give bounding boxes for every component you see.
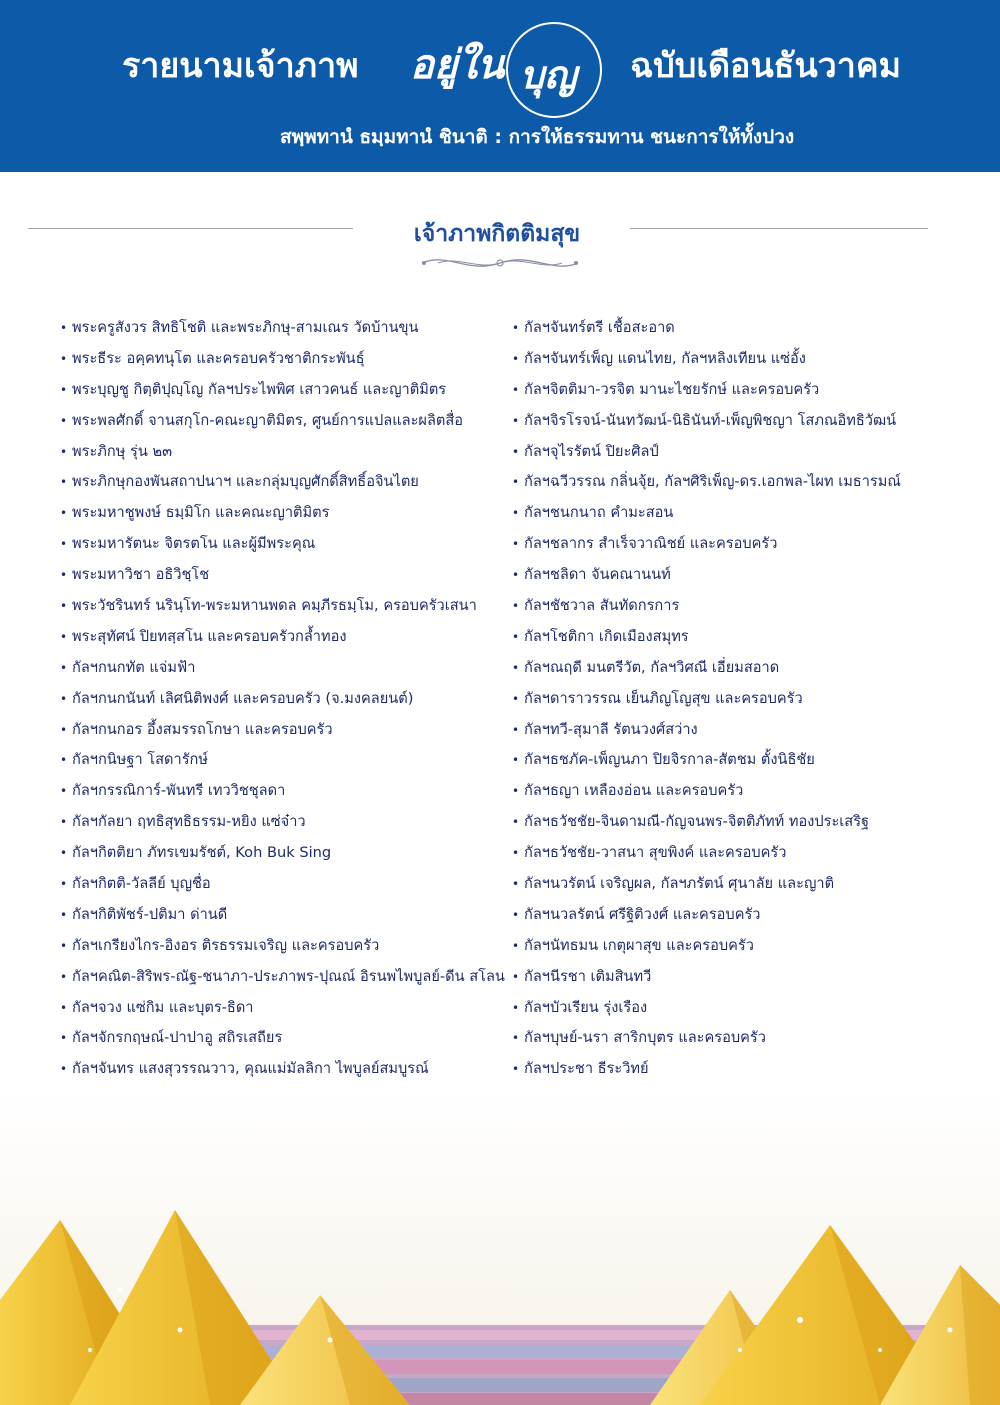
donor-name-item [60,869,505,900]
donor-name-item [512,869,982,900]
bullet-icon: • [60,475,68,490]
donor-name-item [512,745,982,776]
donor-name-item [60,993,505,1024]
donor-name-item [60,1054,505,1085]
donor-name-item [60,313,505,344]
bullet-icon: • [512,722,520,737]
donor-name-item [60,653,505,684]
donor-name-text: กัลฯธวัชชัย-จินดามณี-กัญจนพร-จิตติภัทท์ ทองประเสริฐ [524,813,870,831]
donor-name-text: กัลฯโชติกา เกิดเมืองสมุทร [524,627,689,645]
bullet-icon: • [60,413,68,428]
bullet-icon: • [512,475,520,490]
donor-name-item [60,375,505,406]
donor-name-item [512,375,982,406]
donor-name-item [512,962,982,993]
bullet-icon: • [512,691,520,706]
donor-name-item [60,622,505,653]
donor-name-text: พระภิกษุ รุ่น ๒๓ [72,442,173,460]
donor-name-text: กัลฯจุไรรัตน์ ปิยะศิลป์ [524,442,659,460]
donor-name-text: กัลฯนีรชา เติมสินทวี [524,967,652,985]
header-subtitle: สพฺพทานํ ธมฺมทานํ ชินาติ : การให้ธรรมทาน ชนะการให้ทั้งปวง [280,126,795,148]
donor-name-text: กัลฯกัลยา ฤทธิสุทธิธรรม-หยิง แซ่จ๋าว [72,813,306,831]
donor-name-text: กัลฯนัทธมน เกตุผาสุข และครอบครัว [524,936,754,954]
bullet-icon: • [60,1000,68,1015]
donor-name-text: กัลฯประชา ธีระวิทย์ [524,1060,649,1078]
donor-name-item [60,437,505,468]
donor-name-text: กัลฯจิตติมา-วรจิต มานะไชยรักษ์ และครอบครัว [524,380,820,398]
donor-name-text: พระมหาชูพงษ์ ธมฺมิโก และคณะญาติมิตร [72,504,330,522]
donor-name-item [60,962,505,993]
bullet-icon: • [60,722,68,737]
bullet-icon: • [60,969,68,984]
bullet-icon: • [60,351,68,366]
bullet-icon: • [512,413,520,428]
bullet-icon: • [512,969,520,984]
donor-list-left [60,313,505,1085]
divider-right [630,228,928,229]
donor-name-item [60,715,505,746]
donor-name-text: กัลฯกนกอร อึ้งสมรรถโกษา และครอบครัว [72,720,333,738]
donor-name-item [512,776,982,807]
bullet-icon: • [60,815,68,830]
donor-name-text: กัลฯกนกทัต แจ่มฟ้า [72,658,196,676]
donor-name-text: พระภิกษุกองพันสถาปนาฯ และกลุ่มบุญศักดิ์สิทธิ์อจินไตย [72,473,419,491]
donor-name-item [60,838,505,869]
divider-left [28,228,353,229]
donor-name-text: พระมหารัตนะ จิตรตโน และผู้มีพระคุณ [72,535,316,553]
donor-name-item [512,838,982,869]
bullet-icon: • [512,1031,520,1046]
bullet-icon: • [60,784,68,799]
donor-name-item [512,498,982,529]
bullet-icon: • [60,938,68,953]
bullet-icon: • [512,907,520,922]
bullet-icon: • [60,691,68,706]
donor-name-item [512,1023,982,1054]
donor-name-text: กัลฯนวลรัตน์ ศรีฐิติวงศ์ และครอบครัว [524,905,761,923]
donor-name-text: พระมหาวิชา อธิวิชฺโช [72,566,210,584]
donor-name-item [512,313,982,344]
bullet-icon: • [60,907,68,922]
donor-name-item [60,529,505,560]
bullet-icon: • [512,351,520,366]
bullet-icon: • [512,1062,520,1077]
donor-name-text: กัลฯธวัชชัย-วาสนา สุขพิงค์ และครอบครัว [524,844,787,862]
donor-name-item [60,406,505,437]
donor-name-text: กัลฯจันทร์ตรี เชื้อสะอาด [524,319,675,336]
bullet-icon: • [512,815,520,830]
donor-name-text: กัลฯบุษย์-นรา สาริกบุตร และครอบครัว [524,1029,766,1047]
bullet-icon: • [512,444,520,459]
donor-name-item [512,715,982,746]
donor-name-item [512,653,982,684]
donor-name-text: กัลฯกิตติ-วัลลีย์ บุญชื่อ [72,875,211,893]
bullet-icon: • [60,382,68,397]
bullet-icon: • [512,660,520,675]
header-banner [0,0,1000,172]
bullet-icon: • [60,1031,68,1046]
bullet-icon: • [60,537,68,552]
donor-name-text: กัลฯจันทร แสงสุวรรณวาว, คุณแม่มัลลิกา ไพบูลย์สมบูรณ์ [72,1060,429,1078]
donor-name-text: กัลฯกนกนันท์ เลิศนิติพงศ์ และครอบครัว (จ.มงคลยนต์) [72,689,414,707]
donor-name-text: กัลฯทวี-สุมาลี รัตนวงศ์สว่าง [524,720,698,738]
donor-name-item [60,560,505,591]
flourish-ornament [418,250,582,276]
donor-name-text: กัลฯชนกนาถ คำมะสอน [524,504,674,522]
donor-name-text: กัลฯณฤดี มนตรีวัต, กัลฯวิศณี เอี่ยมสอาด [524,658,780,676]
golden-pagoda-scene [0,1090,1000,1405]
bullet-icon: • [512,568,520,583]
donor-name-text: กัลฯกิติพัชร์-ปติมา ด่านดี [72,905,228,923]
bullet-icon: • [512,629,520,644]
donor-name-text: กัลฯดาราวรรณ เย็นภิญโญสุข และครอบครัว [524,689,803,707]
donor-name-text: พระธีระ อคฺคทนุโต และครอบครัวชาติกระพันธุ์ [72,349,365,367]
donor-name-text: กัลฯกนิษฐา โสดารักษ์ [72,751,209,769]
donor-name-item [60,745,505,776]
donor-name-text: กัลฯจักรกฤษณ์-ปาปาอู สถิรเสถียร [72,1029,283,1047]
logo-text-part1: อยู่ใน [410,41,505,88]
donor-name-text: กัลฯกิตติยา ภัทรเขมรัชต์, Koh Buk Sing [72,844,332,862]
logo-text-part2: บุญ [520,52,577,97]
donor-name-item [512,622,982,653]
bullet-icon: • [60,660,68,675]
donor-name-text: พระพลศักดิ์ จานสกุโก-คณะญาติมิตร, ศูนย์การแปลและผลิตสื่อ [72,411,464,429]
donor-name-text: กัลฯจันทร์เพ็ญ แดนไทย, กัลฯหลิงเทียน แซ่อั้ง [524,349,806,367]
bullet-icon: • [60,568,68,583]
donor-name-text: กัลฯชัชวาล สันทัดกรการ [524,597,680,615]
donor-name-text: พระครูสังวร สิทธิโชติ และพระภิกษุ-สามเณร วัดบ้านขุน [72,319,419,336]
bullet-icon: • [512,599,520,614]
donor-name-item [60,807,505,838]
bullet-icon: • [60,506,68,521]
bullet-icon: • [60,846,68,861]
bullet-icon: • [60,629,68,644]
donor-name-item [512,807,982,838]
bullet-icon: • [512,321,520,335]
donor-name-item [60,900,505,931]
header-title-left: รายนามเจ้าภาพ [122,46,359,86]
donor-name-item [512,591,982,622]
donor-name-text: กัลฯนวรัตน์ เจริญผล, กัลฯภรัตน์ ศุนาลัย และญาติ [524,875,835,893]
donor-name-item [512,467,982,498]
donor-name-text: พระสุทัศน์ ปิยทสฺสโน และครอบครัวกล้ำทอง [72,627,347,645]
bullet-icon: • [512,1000,520,1015]
bullet-icon: • [512,382,520,397]
donor-name-item [60,931,505,962]
bullet-icon: • [512,537,520,552]
donor-name-item [60,776,505,807]
section-title: เจ้าภาพกิตติมสุข [413,221,581,247]
donor-name-text: กัลฯธญา เหลืองอ่อน และครอบครัว [524,782,744,800]
donor-name-item [512,529,982,560]
bullet-icon: • [60,444,68,459]
donor-name-item [512,993,982,1024]
bullet-icon: • [512,938,520,953]
donor-name-text: กัลฯฉวีวรรณ กลิ่นจุ้ย, กัลฯศิริเพ็ญ-ดร.เอกพล-ไผท เมธารมณ์ [524,473,901,491]
donor-name-text: กัลฯเกรียงไกร-อิงอร ติรธรรมเจริญ และครอบครัว [72,936,380,954]
donor-name-text: กัลฯบัวเรียน รุ่งเรือง [524,998,648,1016]
bullet-icon: • [512,784,520,799]
donor-name-text: พระวัชรินทร์ นรินฺโท-พระมหานพดล คมฺภีรธมฺโม, ครอบครัวเสนา [72,597,477,615]
bullet-icon: • [512,846,520,861]
donor-name-item [512,684,982,715]
magazine-logo [410,22,620,114]
bullet-icon: • [60,877,68,892]
bullet-icon: • [60,321,68,335]
donor-name-item [60,498,505,529]
donor-name-text: กัลฯชลิดา จันคณานนท์ [524,566,671,584]
donor-name-item [512,931,982,962]
donor-name-item [512,1054,982,1085]
donor-name-item [60,684,505,715]
bullet-icon: • [512,506,520,521]
donor-name-text: พระบุญชู กิตฺติปุญฺโญ กัลฯประไพพิศ เสาวคนธ์ และญาติมิตร [72,380,447,398]
donor-name-item [512,406,982,437]
donor-name-text: กัลฯจวง แซ่กิม และบุตร-ธิดา [72,998,254,1016]
donor-name-item [60,467,505,498]
bullet-icon: • [512,877,520,892]
donor-name-item [512,344,982,375]
donor-list-right [512,313,982,1085]
bullet-icon: • [512,753,520,768]
donor-name-text: กัลฯธชภัค-เพ็ญนภา ปิยจิรกาล-สัตชม ตั้งนิธิชัย [524,751,815,769]
donor-name-text: กัลฯชลากร สำเร็จวาณิชย์ และครอบครัว [524,535,778,553]
donor-name-text: กัลฯกรรณิการ์-พันทรี เทววิชชุลดา [72,782,286,800]
donor-name-item [512,560,982,591]
donor-name-item [512,437,982,468]
bullet-icon: • [60,753,68,768]
donor-name-text: กัลฯจิรโรจน์-นันทวัฒน์-นิธินันท์-เพ็ญพิชญา โสภณอิทธิวัฒน์ [524,411,897,429]
donor-name-item [512,900,982,931]
donor-name-text: กัลฯคณิต-สิริพร-ณัฐ-ชนาภา-ประภาพร-ปุณณ์ อิรนพไพบูลย์-ดีน สโลน [72,967,505,985]
donor-name-item [60,1023,505,1054]
donor-name-item [60,591,505,622]
bullet-icon: • [60,599,68,614]
header-title-right: ฉบับเดือนธันวาคม [630,46,902,86]
donor-name-item [60,344,505,375]
bullet-icon: • [60,1062,68,1077]
